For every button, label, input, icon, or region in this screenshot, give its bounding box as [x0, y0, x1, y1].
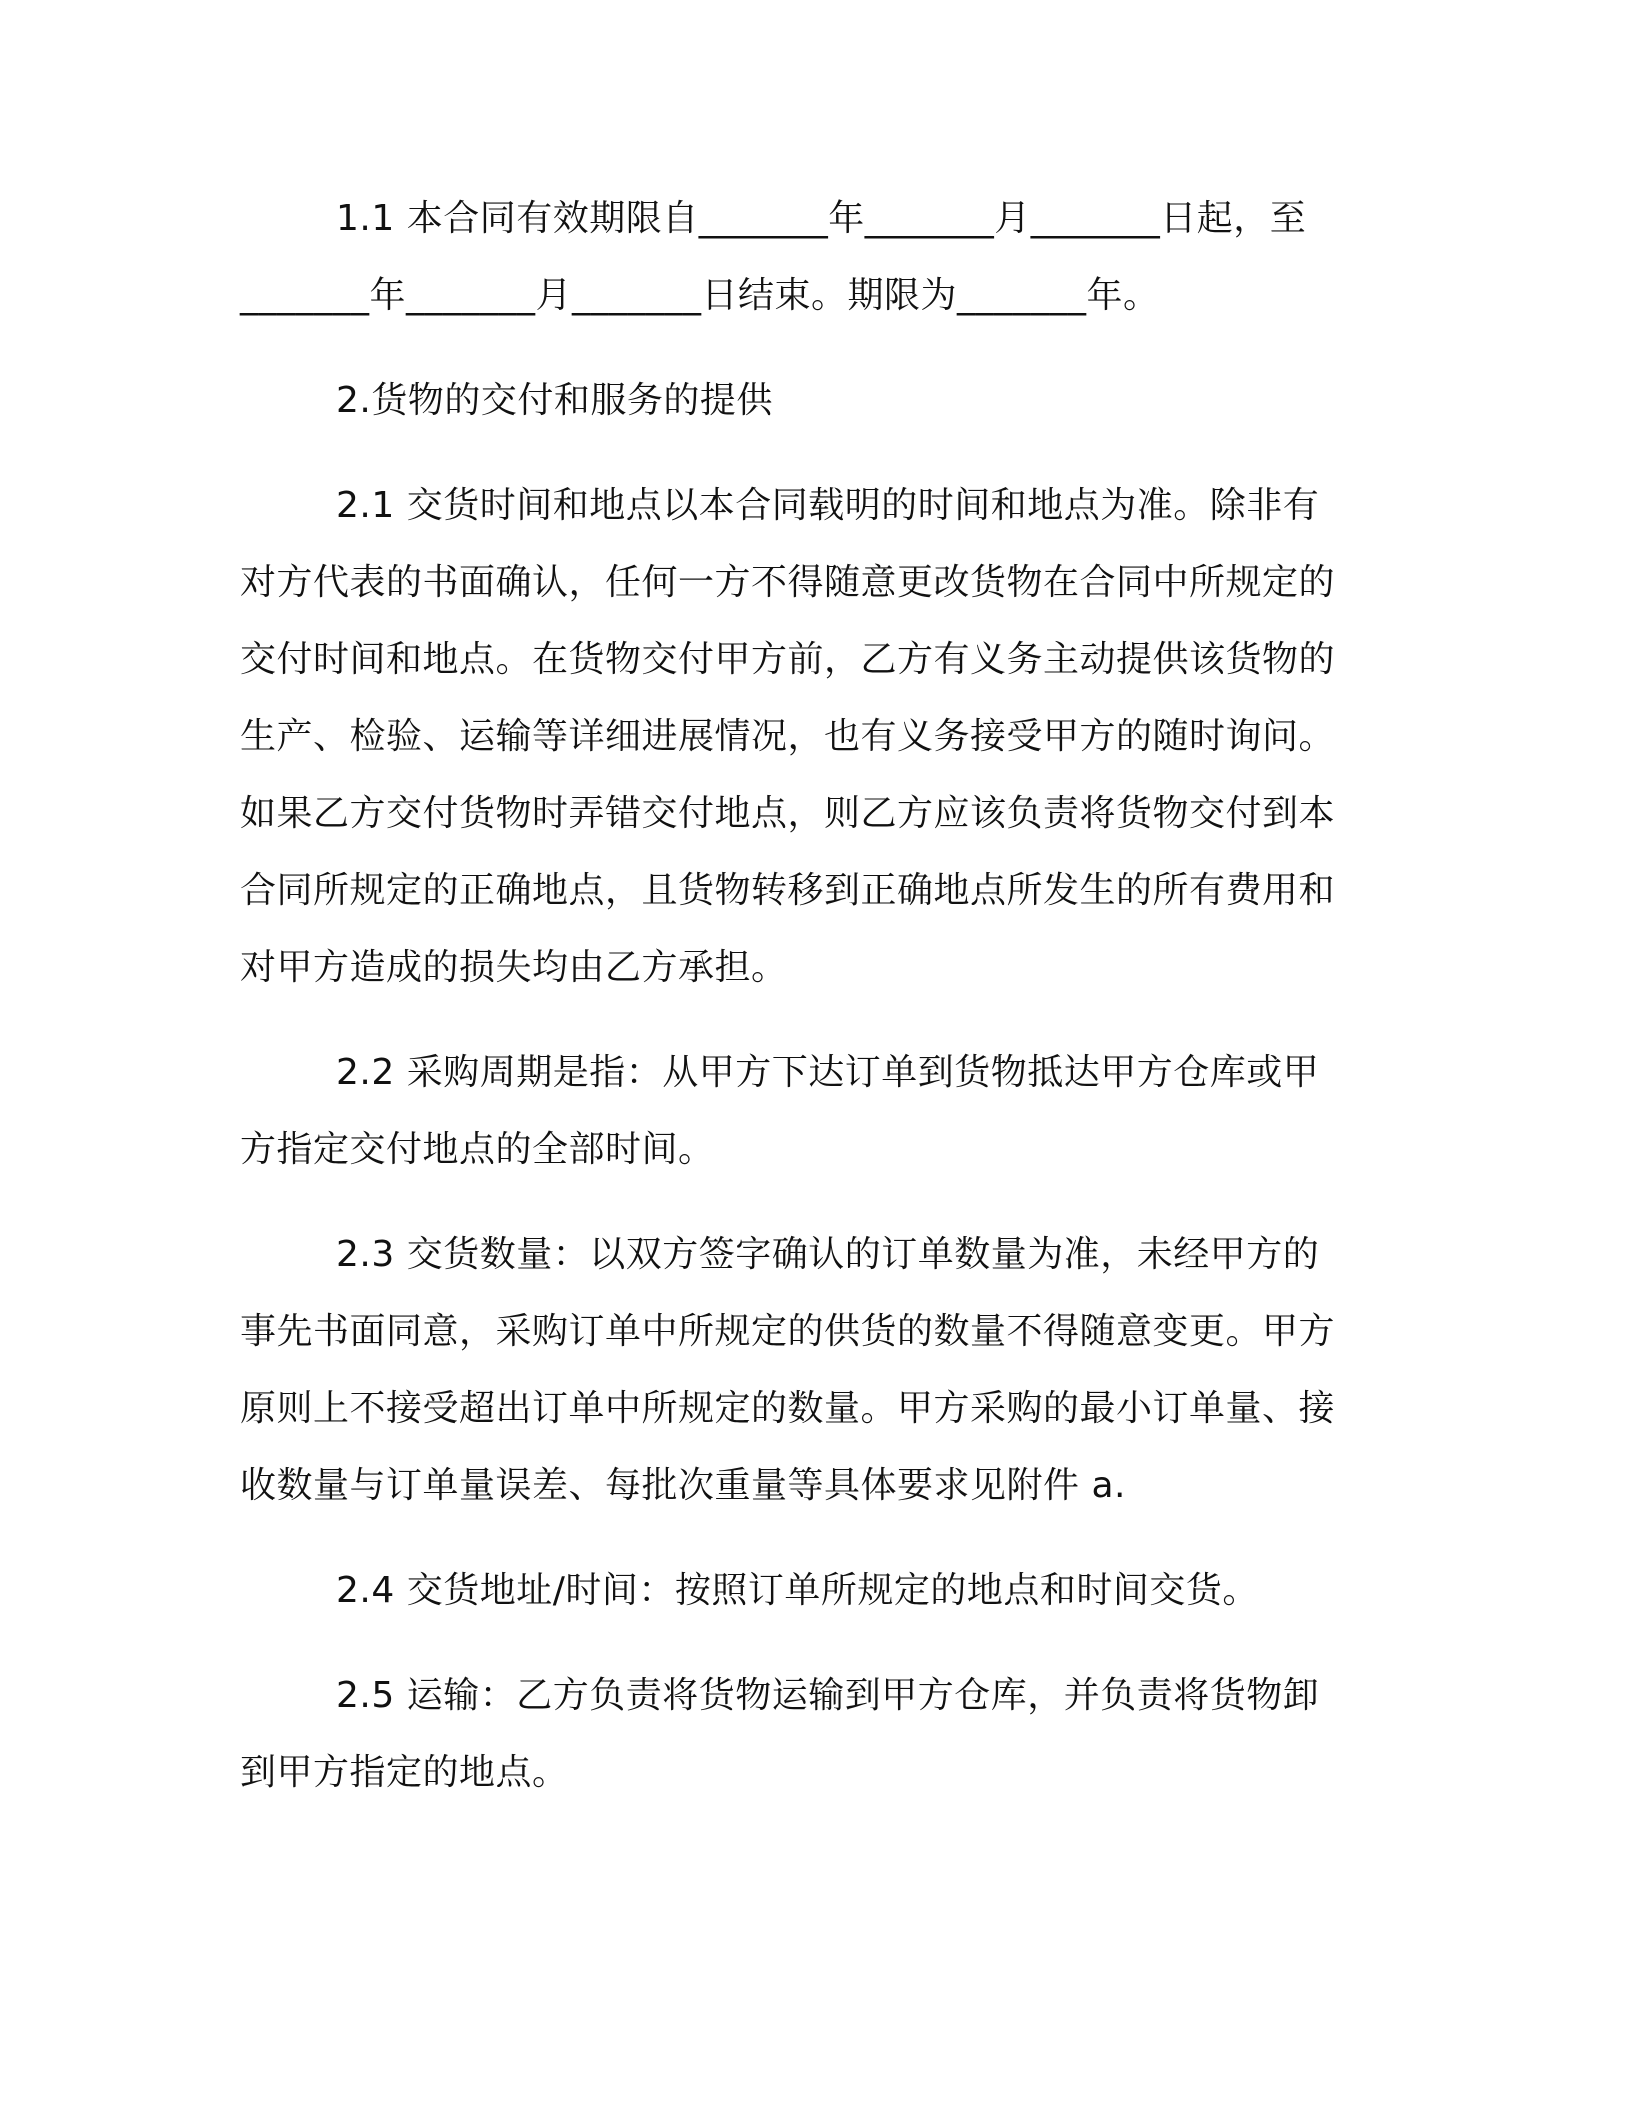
- paragraph-line: 对方代表的书面确认，任何一方不得随意更改货物在合同中所规定的: [240, 562, 1336, 603]
- paragraph-line: 对甲方造成的损失均由乙方承担。: [240, 947, 788, 988]
- clause-2-2: [240, 1034, 1400, 1188]
- paragraph-line: 2.3 交货数量：以双方签字确认的订单数量为准，未经甲方的: [336, 1234, 1320, 1275]
- paragraph-line: _______年_______月_______日结束。期限为_______年。: [240, 275, 1160, 316]
- section-heading-2: [240, 362, 1400, 439]
- paragraph-line: 合同所规定的正确地点，且货物转移到正确地点所发生的所有费用和: [240, 870, 1336, 911]
- paragraph-line: 2.4 交货地址/时间：按照订单所规定的地点和时间交货。: [336, 1570, 1259, 1611]
- paragraph-line: 2.2 采购周期是指：从甲方下达订单到货物抵达甲方仓库或甲: [336, 1052, 1320, 1093]
- paragraph-line: 2.1 交货时间和地点以本合同载明的时间和地点为准。除非有: [336, 485, 1320, 526]
- clause-2-1: [240, 467, 1400, 1006]
- clause-2-4: [240, 1552, 1400, 1629]
- clause-2-3: [240, 1216, 1400, 1524]
- paragraph-line: 1.1 本合同有效期限自_______年_______月_______日起，至: [336, 198, 1307, 239]
- paragraph-line: 2.5 运输：乙方负责将货物运输到甲方仓库，并负责将货物卸: [336, 1675, 1320, 1716]
- clause-1-1: [240, 180, 1400, 334]
- paragraph-line: 交付时间和地点。在货物交付甲方前，乙方有义务主动提供该货物的: [240, 639, 1336, 680]
- paragraph-line: 如果乙方交付货物时弄错交付地点，则乙方应该负责将货物交付到本: [240, 793, 1336, 834]
- paragraph-line: 收数量与订单量误差、每批次重量等具体要求见附件 a.: [240, 1465, 1126, 1506]
- paragraph-line: 事先书面同意，采购订单中所规定的供货的数量不得随意变更。甲方: [240, 1311, 1336, 1352]
- document-page: [240, 180, 1400, 1811]
- clause-2-5: [240, 1657, 1400, 1811]
- paragraph-line: 方指定交付地点的全部时间。: [240, 1129, 715, 1170]
- section-heading: 2.货物的交付和服务的提供: [336, 380, 773, 421]
- paragraph-line: 生产、检验、运输等详细进展情况，也有义务接受甲方的随时询问。: [240, 716, 1336, 757]
- paragraph-line: 原则上不接受超出订单中所规定的数量。甲方采购的最小订单量、接: [240, 1388, 1336, 1429]
- paragraph-line: 到甲方指定的地点。: [240, 1752, 569, 1793]
